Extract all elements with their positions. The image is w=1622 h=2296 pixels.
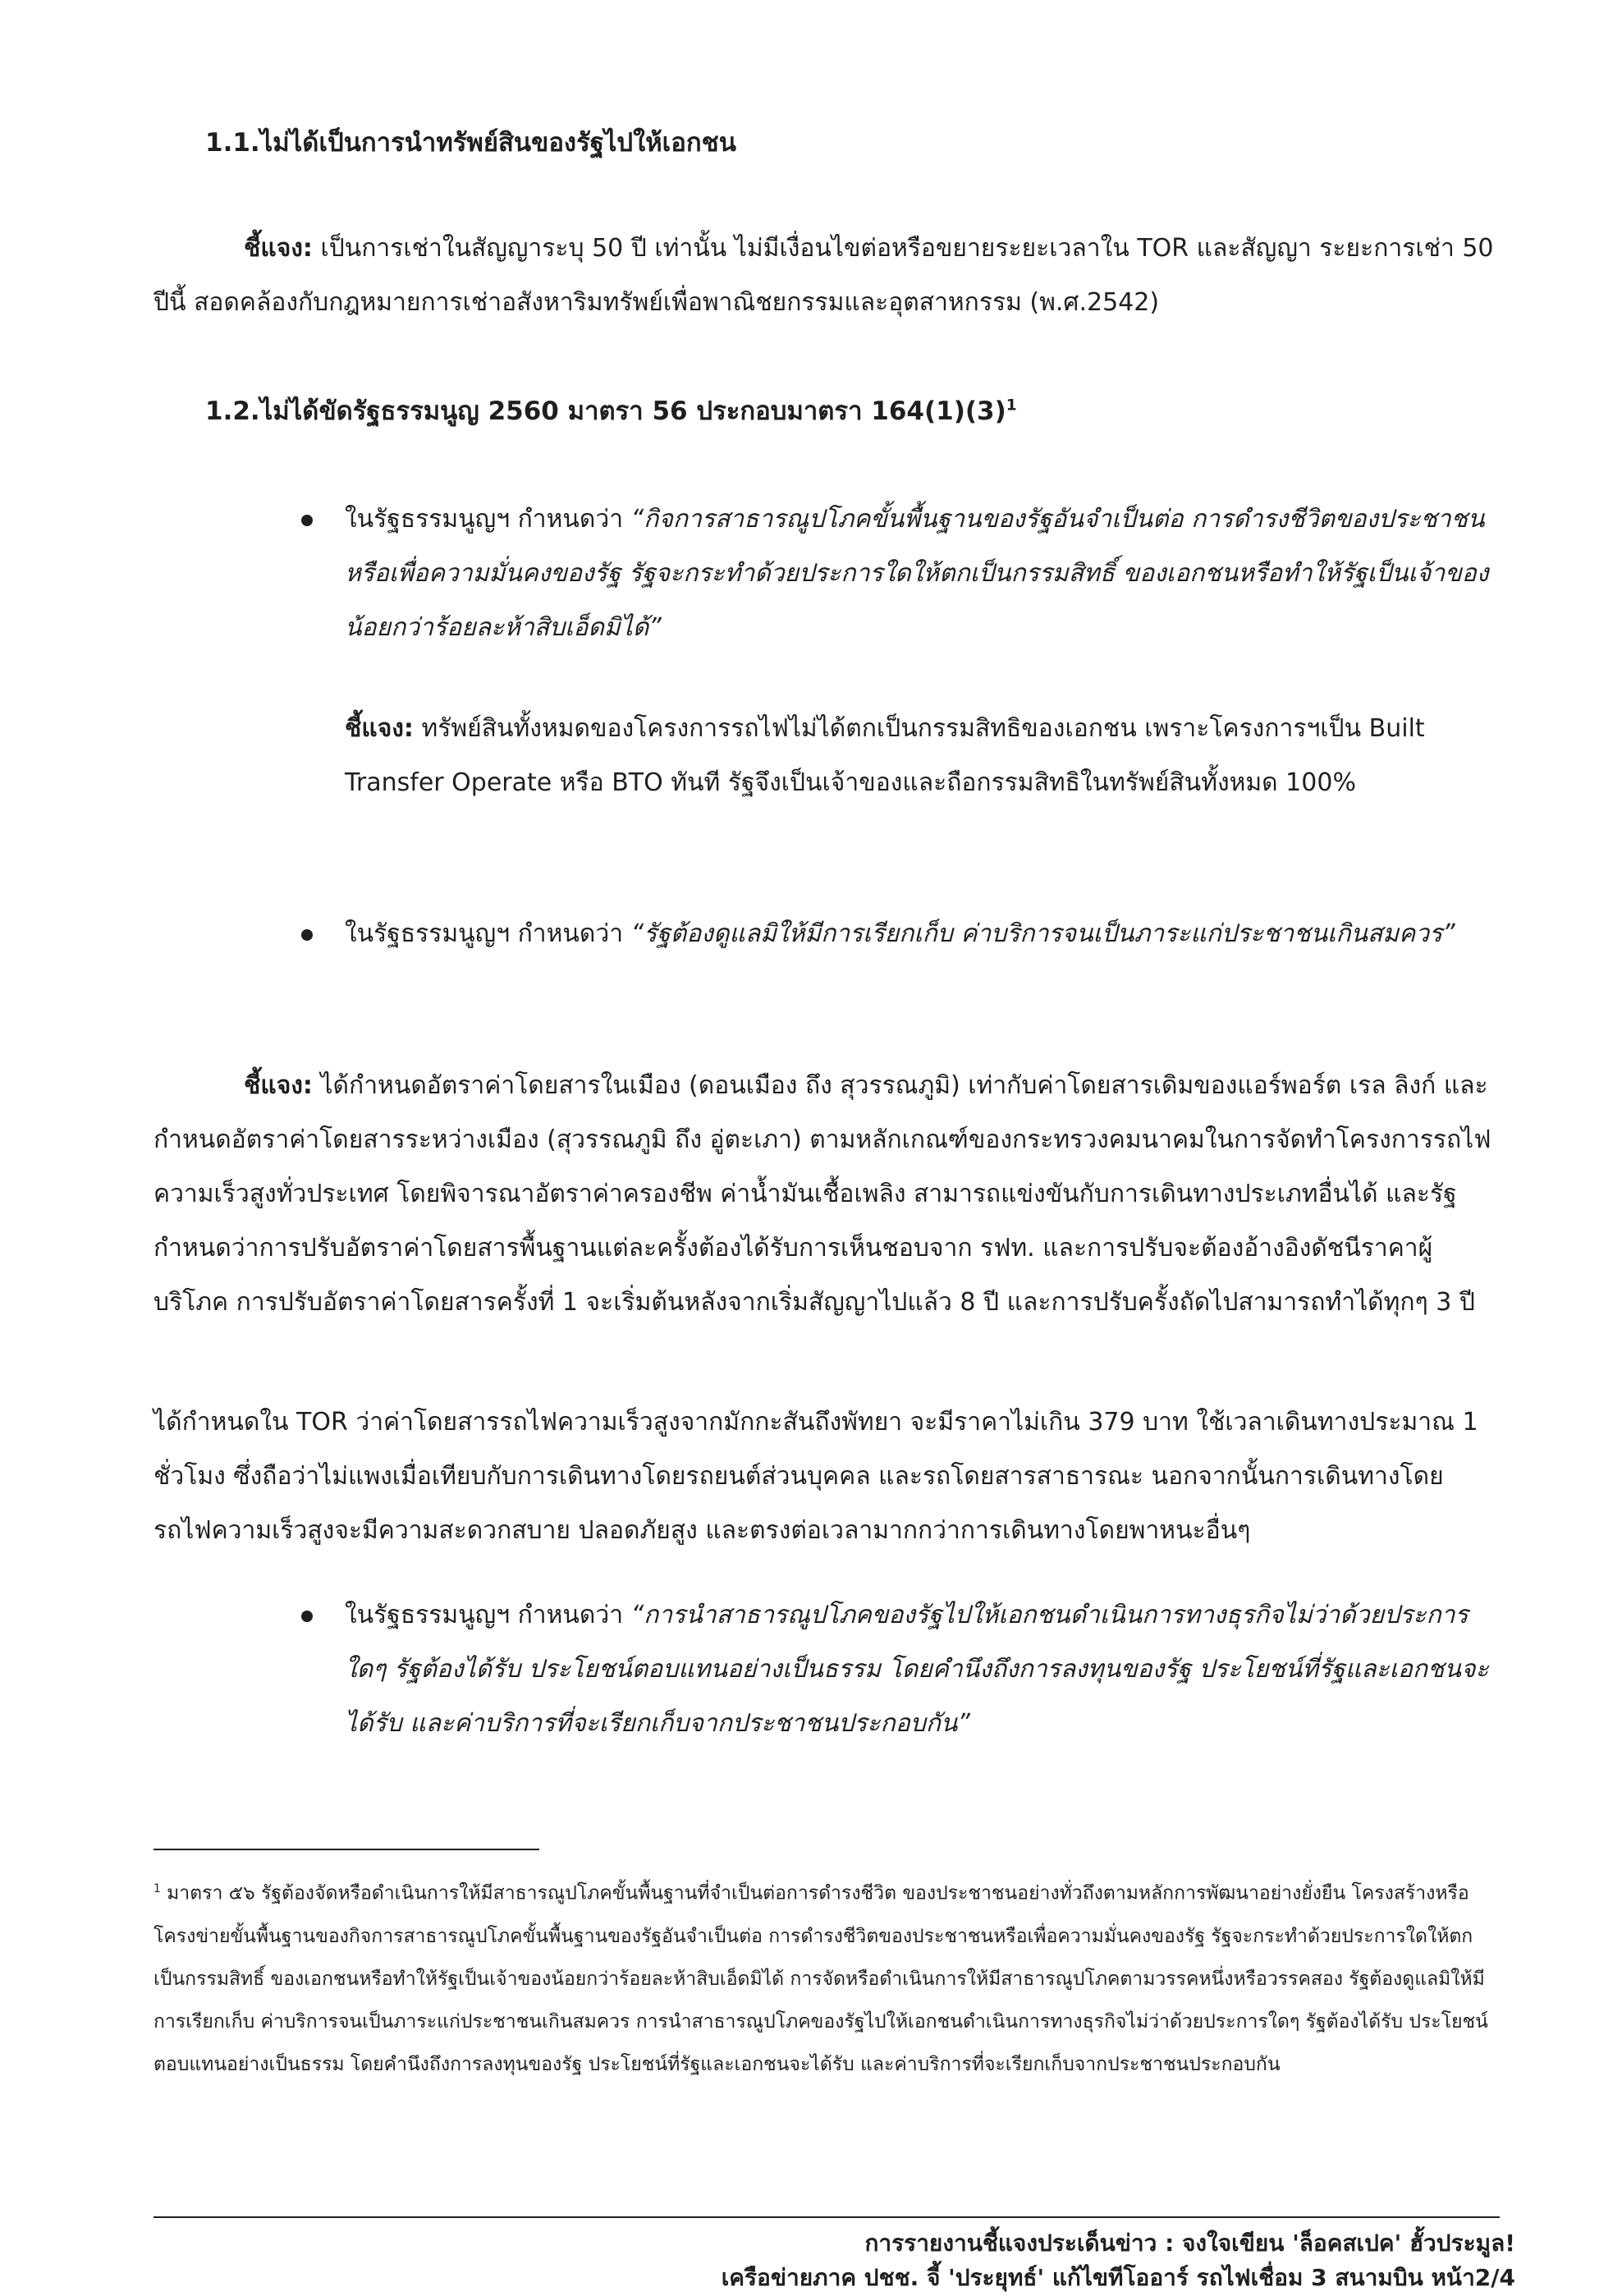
bullet-1-prefix: ในรัฐธรรมนูญฯ กำหนดว่า <box>345 505 631 534</box>
footnote-text: มาตรา ๕๖ รัฐต้องจัดหรือดำเนินการให้มีสาธารณูปโภคขั้นพื้นฐานที่จำเป็นต่อการดำรงชีวิต ของประชาชนอย่างทั่วถึงตามหลักการพัฒนาอย่างยั่งยืน โครงสร้างหรือโครงข่ายขั้นพื้นฐานของกิจการสาธารณูปโภคขั้นพื้นฐานของรัฐอันจำเป็นต่อ การดำรงชีวิตของประชาชนหรือเพื่อความมั่นคงของรัฐ รัฐจะกระทำด้วยประการใดให้ตกเป็นกรรมสิทธิ์ ของเอกชนหรือทำให้รัฐเป็นเจ้าของน้อยกว่าร้อยละห้าสิบเอ็ดมิได้ การจัดหรือดำเนินการให้มีสาธารณูปโภคตามวรรคหนึ่งหรือวรรคสอง รัฐต้องดูแลมิให้มีการเรียกเก็บ ค่าบริการจนเป็นภาระแก่ประชาชนเกินสมควร การนำสาธารณูปโภคของรัฐไปให้เอกชนดำเนินการทางธุรกิจไม่ว่าด้วยประการใดๆ รัฐต้องได้รับ ประโยชน์ตอบแทนอย่างเป็นธรรม โดยคำนึงถึงการลงทุนของรัฐ ประโยชน์ที่รัฐและเอกชนจะได้รับ และค่าบริการที่จะเรียกเก็บจากประชาชนประกอบกัน <box>153 1882 1488 2075</box>
bullet-1-clarification <box>345 702 1500 810</box>
bullet-1-text <box>345 493 1500 655</box>
fare-paragraph: ได้กำหนดใน TOR ว่าค่าโดยสารรถไฟความเร็วสูงจากมักกะสันถึงพัทยา จะมีราคาไม่เกิน 379 บาท ใช้เวลาเดินทางประมาณ 1 ชั่วโมง ซึ่งถือว่าไม่แพงเมื่อเทียบกับการเดินทางโดยรถยนต์ส่วนบุคคล และรถโดยสารสาธารณะ นอกจากนั้นการเดินทางโดยรถไฟความเร็วสูงจะมีความสะดวกสบาย ปลอดภัยสูง และตรงต่อเวลามากกว่าการเดินทางโดยพาหนะอื่นๆ <box>153 1408 1478 1545</box>
clarification-1-1 <box>153 222 1500 330</box>
footnote-marker: 1 <box>153 1882 161 1895</box>
clarification-label: ชี้แจง: <box>244 234 313 263</box>
bullet-2-prefix: ในรัฐธรรมนูญฯ กำหนดว่า <box>345 919 631 948</box>
bullet-1-quote: “กิจการสาธารณูปโภคขั้นพื้นฐานของรัฐอันจำเป็นต่อ การดำรงชีวิตของประชาชนหรือเพื่อความมั่นคงของรัฐ รัฐจะกระทำด้วยประการใดให้ตกเป็นกรรมสิทธิ์ ของเอกชนหรือทำให้รัฐเป็นเจ้าของน้อยกว่าร้อยละห้าสิบเอ็ดมิได้” <box>345 505 1489 642</box>
bullet-2-clarification <box>153 1059 1500 1330</box>
clarification-text: เป็นการเช่าในสัญญาระบุ 50 ปี เท่านั้น ไม่มีเงื่อนไขต่อหรือขยายระยะเวลาใน TOR และสัญญา ระยะการเช่า 50 ปีนี้ สอดคล้องกับกฎหมายการเช่าอสังหาริมทรัพย์เพื่อพาณิชยกรรมและอุตสาหกรรม (พ.ศ.2542) <box>153 234 1494 317</box>
clarification-text: ได้กำหนดอัตราค่าโดยสารในเมือง (ดอนเมือง ถึง สุวรรณภูมิ) เท่ากับค่าโดยสารเดิมของแอร์พอร์ต เรล ลิงก์ และกำหนดอัตราค่าโดยสารระหว่างเมือง (สุวรรณภูมิ ถึง อู่ตะเภา) ตามหลักเกณฑ์ของกระทรวงคมนาคมในการจัดทำโครงการรถไฟความเร็วสูงทั่วประเทศ โดยพิจารณาอัตราค่าครองชีพ ค่าน้ำมันเชื้อเพลิง สามารถแข่งขันกับการเดินทางประเภทอื่นได้ และรัฐกำหนดว่าการปรับอัตราค่าโดยสารพื้นฐานแต่ละครั้งต้องได้รับการเห็นชอบจาก รฟท. และการปรับจะต้องอ้างอิงดัชนีราคาผู้บริโภค การปรับอัตราค่าโดยสารครั้งที่ 1 จะเริ่มต้นหลังจากเริ่มสัญญาไปแล้ว 8 ปี และการปรับครั้งถัดไปสามารถทำได้ทุกๆ 3 ปี <box>153 1071 1491 1317</box>
clarification-text: ทรัพย์สินทั้งหมดของโครงการรถไฟไม่ได้ตกเป็นกรรมสิทธิของเอกชน เพราะโครงการฯเป็น Built Transfer Operate หรือ BTO ทันที รัฐจึงเป็นเจ้าของและถือกรรมสิทธิในทรัพย์สินทั้งหมด 100% <box>345 714 1425 797</box>
bullet-3-dot <box>301 1611 313 1622</box>
footnote <box>153 1868 1500 2086</box>
bullet-1-dot <box>301 515 313 526</box>
footer-title-line-1: การรายงานชี้แจงประเด็นข่าว : จงใจเขียน 'ล็อคสเปค' ฮั้วประมูล! <box>864 2230 1515 2257</box>
footnote-divider <box>153 1849 539 1850</box>
bullet-2-dot <box>301 929 313 941</box>
footer-divider <box>153 2216 1500 2218</box>
footnote-ref: 1 <box>1006 396 1017 415</box>
heading-1-1: 1.1.ไม่ได้เป็นการนำทรัพย์สินของรัฐไปให้เอกชน <box>205 128 736 158</box>
bullet-3-text <box>345 1588 1500 1751</box>
heading-1-2 <box>205 390 1436 431</box>
footer-title-line-2: เครือข่ายภาค ปชช. จี้ 'ประยุทธ์' แก้ไขทีโออาร์ รถไฟเชื่อม 3 สนามบิน หน้า2/4 <box>721 2264 1515 2291</box>
bullet-2-quote: “รัฐต้องดูแลมิให้มีการเรียกเก็บ ค่าบริการจนเป็นภาระแก่ประชาชนเกินสมควร” <box>630 919 1455 948</box>
bullet-3-quote: “การนำสาธารณูปโภคของรัฐไปให้เอกชนดำเนินการทางธุรกิจไม่ว่าด้วยประการใดๆ รัฐต้องได้รับ ประโยชน์ตอบแทนอย่างเป็นธรรม โดยคำนึงถึงการลงทุนของรัฐ ประโยชน์ที่รัฐและเอกชนจะได้รับ และค่าบริการที่จะเรียกเก็บจากประชาชนประกอบกัน” <box>345 1601 1489 1738</box>
clarification-label: ชี้แจง: <box>244 1071 313 1100</box>
bullet-3-prefix: ในรัฐธรรมนูญฯ กำหนดว่า <box>345 1601 631 1629</box>
clarification-label: ชี้แจง: <box>345 714 414 743</box>
bullet-2-text <box>345 907 1500 961</box>
heading-1-2-text: 1.2.ไม่ได้ขัดรัฐธรรมนูญ 2560 มาตรา 56 ประกอบมาตรา 164(1)(3) <box>205 396 1006 426</box>
